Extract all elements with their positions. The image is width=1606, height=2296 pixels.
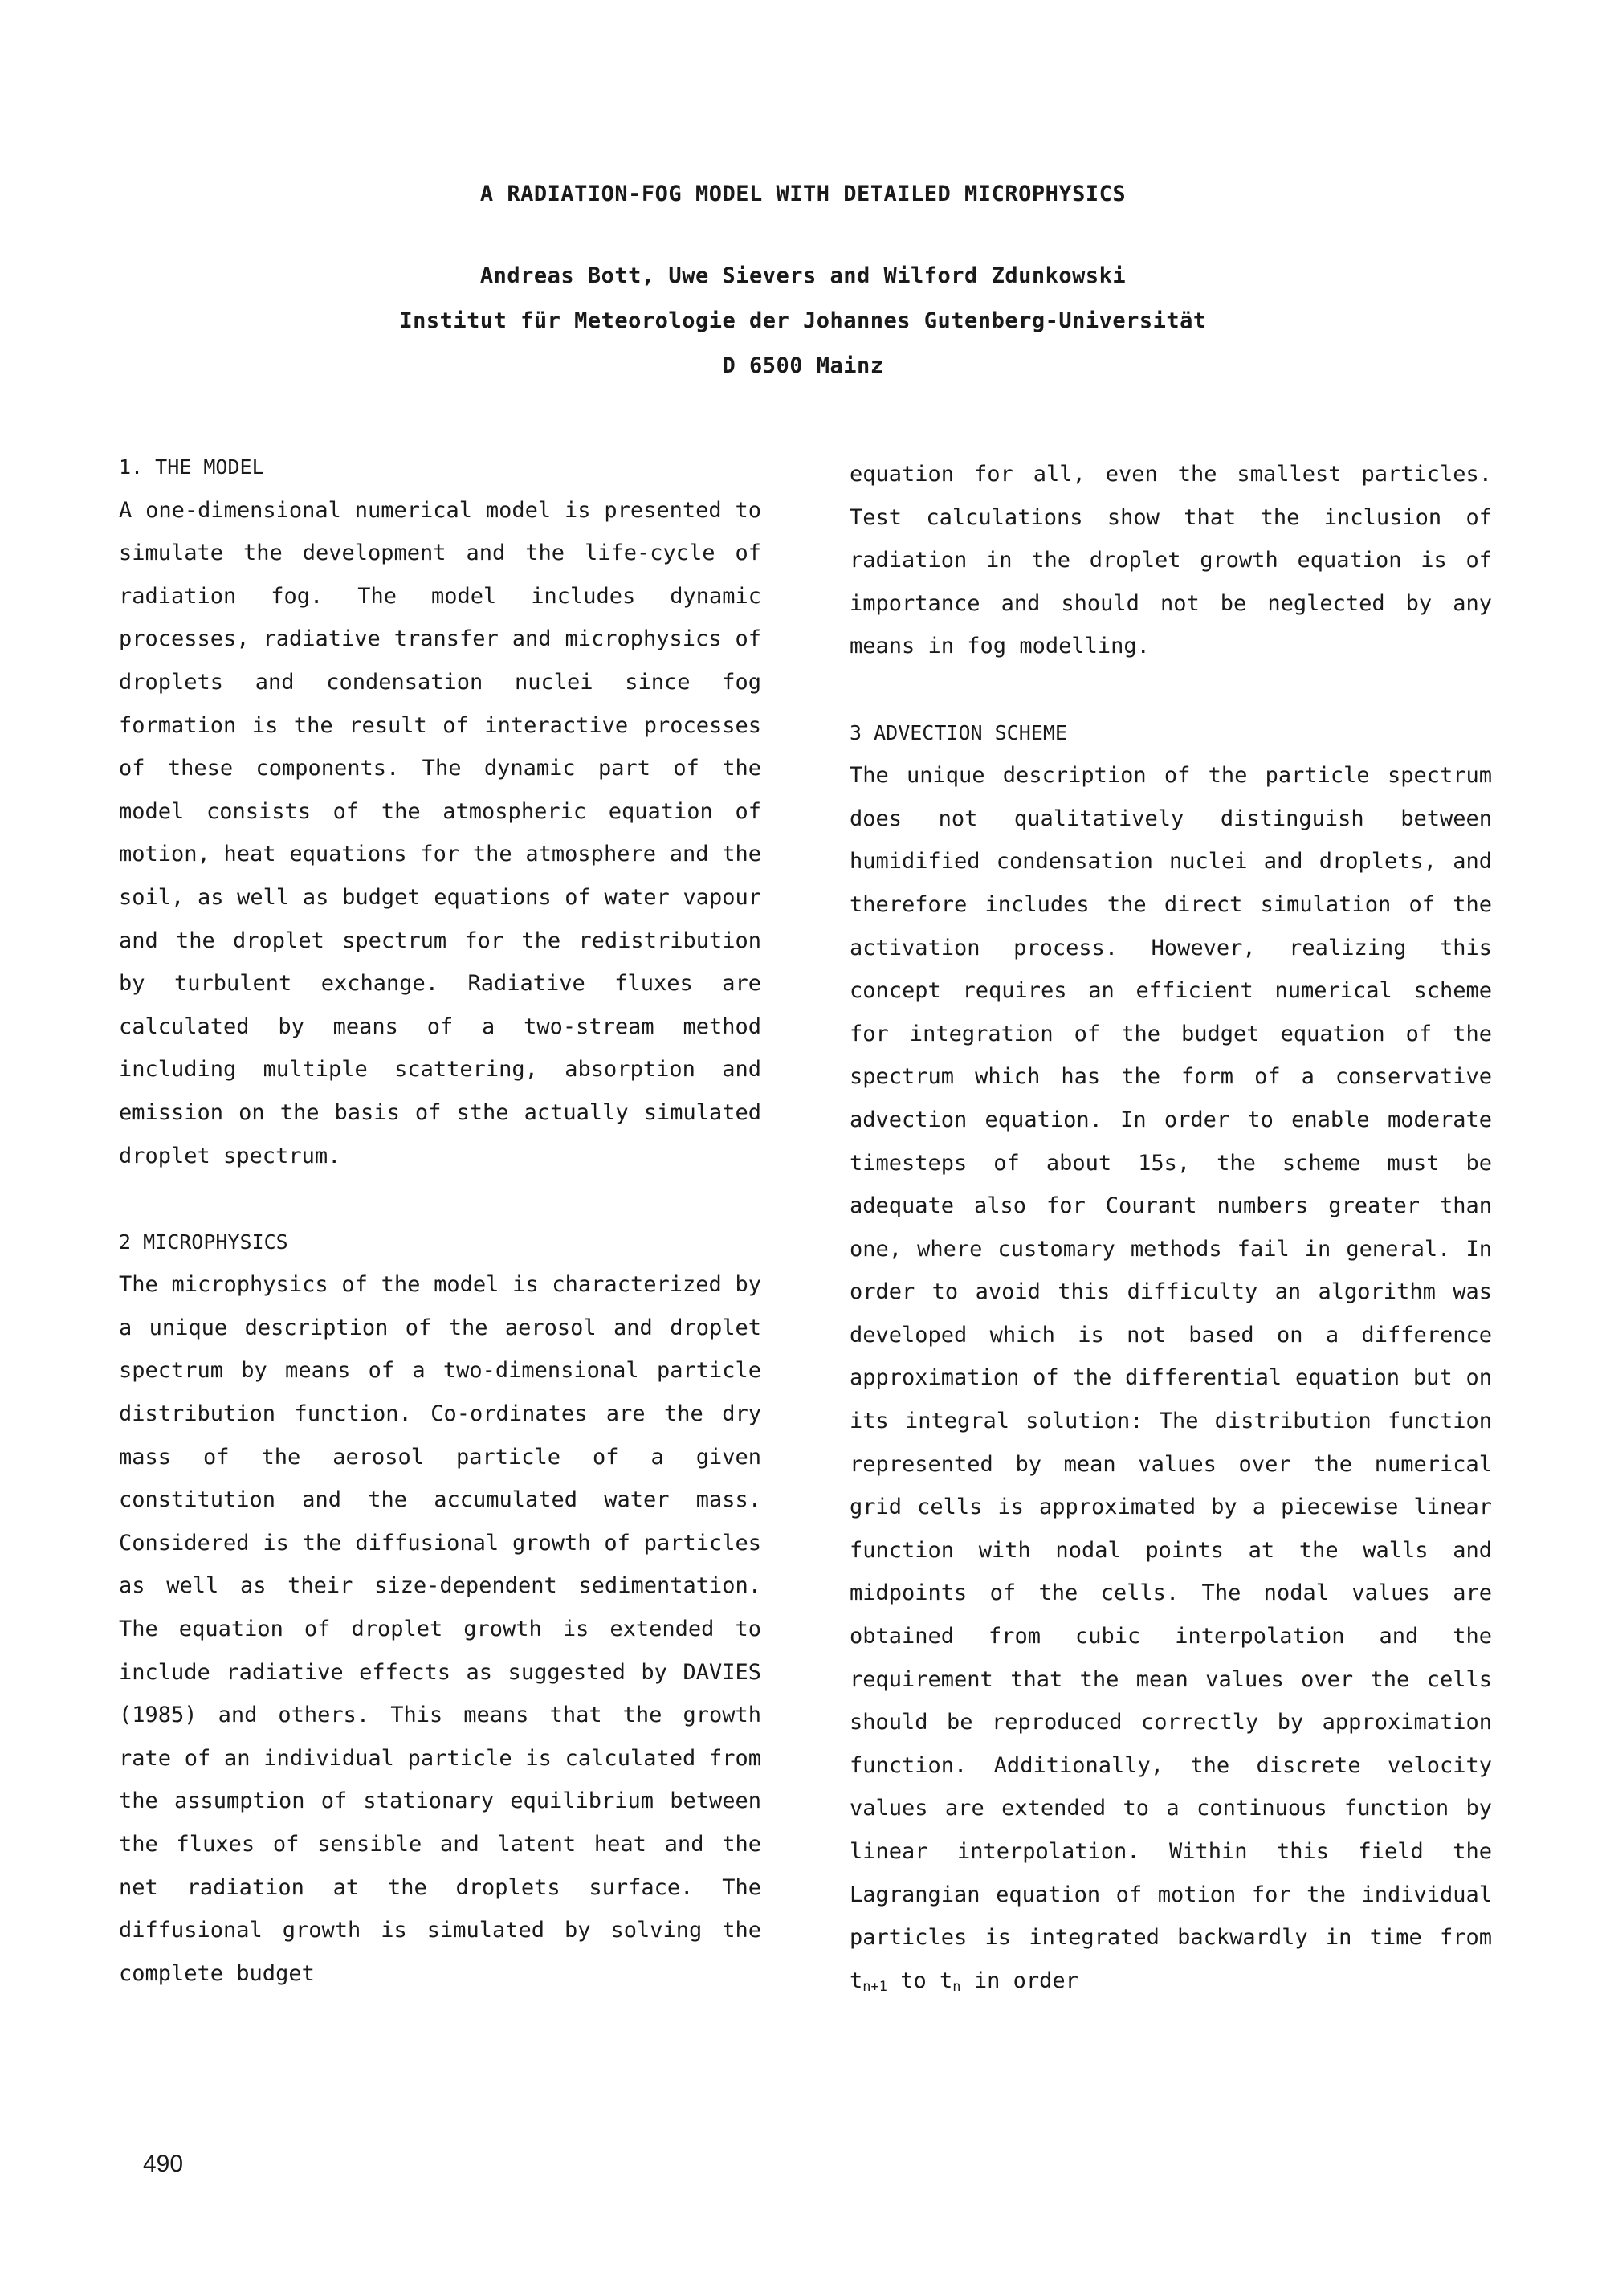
authors: Andreas Bott, Uwe Sievers and Wilford Zdunkowski bbox=[479, 263, 1127, 288]
to-word: to bbox=[900, 1968, 927, 1993]
t-subscript-start: n+1 bbox=[862, 1978, 887, 1995]
section-3-text bbox=[850, 754, 1492, 2008]
t-symbol-start: t bbox=[850, 1968, 863, 1993]
t-symbol-end: t bbox=[940, 1968, 953, 1993]
section-3-tail: in order bbox=[973, 1968, 1078, 1993]
left-column bbox=[119, 446, 761, 1995]
section-3-heading: 3 ADVECTION SCHEME bbox=[850, 720, 1067, 744]
section-2-continuation: equation for all, even the smallest particles. Test calculations show that the inclusion of radiation in the droplet growth equation is of importance and should not be neglected by any means in fog modelling. bbox=[850, 462, 1492, 659]
section-2-text: The microphysics of the model is characterized by a unique description of the aerosol and droplet spectrum by means of a two-dimensional particle distribution function. Co-ordinates are the dry mass of the aerosol particle of a given constitution and the accumulated water mass. Considered is the diffusional growth of particles as well as their size-dependent sedimentation. The equation of droplet growth is extended to include radiative effects as suggested by DAVIES (1985) and others. This means that the growth rate of an individual particle is calculated from the assumption of stationary equilibrium between the fluxes of sensible and latent heat and the net radiation at the droplets surface. The diffusional growth is simulated by solving the complete budget bbox=[119, 1272, 761, 1986]
section-1-heading: 1. THE MODEL bbox=[119, 455, 264, 479]
institution: Institut für Meteorologie der Johannes Gutenberg-Universität bbox=[399, 308, 1207, 333]
section-2-heading: 2 MICROPHYSICS bbox=[119, 1230, 288, 1254]
page-number: 490 bbox=[143, 2151, 184, 2177]
section-1-text: A one-dimensional numerical model is presented to simulate the development and the life-cycle of radiation fog. The model includes dynamic processes, radiative transfer and microphysics of droplets and condensation nuclei since fog formation is the result of interactive processes of these components. The dynamic part of the model consists of the atmospheric equation of motion, heat equations for the atmosphere and the soil, as well as budget equations of water vapour and the droplet spectrum for the redistribution by turbulent exchange. Radiative fluxes are calculated by means of a two-stream method including multiple scattering, absorption and emission on the basis of sthe actually simulated droplet spectrum. bbox=[119, 497, 761, 1168]
section-3-body: The unique description of the particle spectrum does not qualitatively distinguish between humidified condensation nuclei and droplets, and therefore includes the direct simulation of the activation process. However, realizing this concept requires an efficient numerical scheme for integration of the budget equation of the spectrum which has the form of a conservative advection equation. In order to enable moderate timesteps of about 15s, the scheme must be adequate also for Courant numbers greater than one, where customary methods fail in general. In order to avoid this difficulty an algorithm was developed which is not based on a difference approximation of the differential equation but on its integral solution: The distribution function represented by mean values over the numerical grid cells is approximated by a piecewise linear function with nodal points at the walls and midpoints of the cells. The nodal values are obtained from cubic interpolation and the requirement that the mean values over the cells should be reproduced correctly by approximation function. Additionally, the discrete velocity values are extended to a continuous function by linear interpolation. Within this field the Lagrangian equation of motion for the individual particles is integrated backwardly in time from bbox=[850, 763, 1492, 1951]
t-subscript-end: n bbox=[952, 1978, 961, 1995]
right-column bbox=[850, 453, 1492, 2008]
city: D 6500 Mainz bbox=[722, 353, 884, 378]
paper-title: A RADIATION-FOG MODEL WITH DETAILED MICROPHYSICS bbox=[479, 181, 1127, 206]
